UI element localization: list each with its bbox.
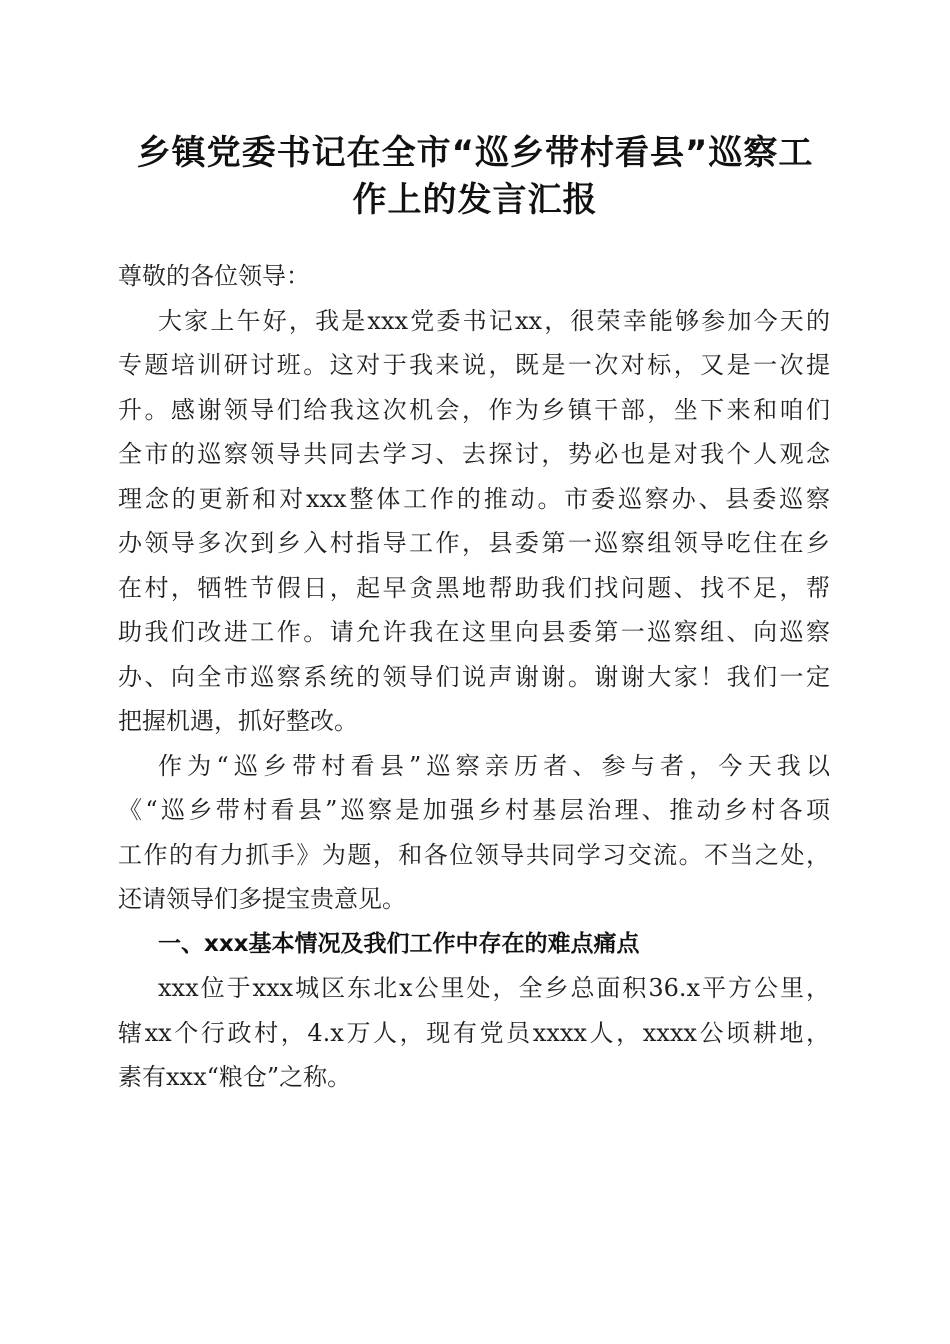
paragraph-line: 把握机遇，抓好整改。: [118, 707, 358, 735]
document-body: [118, 254, 830, 1100]
paragraph-greeting: [118, 299, 830, 744]
title-line: 作上的发言汇报: [352, 180, 598, 220]
document-title: [100, 130, 850, 224]
section-heading: 一、xxx基本情况及我们工作中存在的难点痛点: [158, 930, 640, 957]
paragraph-line: 专题培训研讨班。这对于我来说，既是一次对标，又是一次提: [118, 351, 830, 379]
paragraph-line: 升。感谢领导们给我这次机会，作为乡镇干部，坐下来和咱们: [118, 395, 830, 424]
paragraph-line: 办、向全市巡察系统的领导们说声谢谢。谢谢大家！我们一定: [118, 662, 830, 691]
paragraph-line: 工作的有力抓手》为题，和各位领导共同学习交流。不当之处，: [118, 840, 830, 869]
paragraph-line: 大家上午好，我是xxx党委书记xx，很荣幸能够参加今天的: [158, 306, 830, 335]
paragraph-line: 辖xx个行政村，4.x万人，现有党员xxxx人，xxxx公顷耕地，: [118, 1018, 830, 1047]
salutation: 尊敬的各位领导：: [118, 262, 310, 290]
paragraph-line: 助我们改进工作。请允许我在这里向县委第一巡察组、向巡察: [118, 618, 830, 646]
paragraph-line: 作为“巡乡带村看县”巡察亲历者、参与者，今天我以: [158, 751, 830, 780]
paragraph-overview: [118, 966, 830, 1100]
title-line: 乡镇党委书记在全市“巡乡带村看县”巡察工: [136, 133, 814, 173]
paragraph-line: 理念的更新和对xxx整体工作的推动。市委巡察办、县委巡察: [118, 484, 830, 513]
paragraph-line: 在村，牺牲节假日，起早贪黑地帮助我们找问题、找不足，帮: [118, 573, 830, 602]
paragraph-line: xxx位于xxx城区东北x公里处，全乡总面积36.x平方公里，: [158, 974, 830, 1002]
paragraph-line: 《“巡乡带村看县”巡察是加强乡村基层治理、推动乡村各项: [118, 796, 830, 824]
paragraph-line: 办领导多次到乡入村指导工作，县委第一巡察组领导吃住在乡: [118, 529, 830, 557]
paragraph-line: 素有xxx“粮仓”之称。: [118, 1063, 352, 1091]
paragraph-topic: [118, 744, 830, 922]
paragraph-line: 还请领导们多提宝贵意见。: [118, 885, 406, 913]
paragraph-line: 全市的巡察领导共同去学习、去探讨，势必也是对我个人观念: [118, 440, 830, 468]
